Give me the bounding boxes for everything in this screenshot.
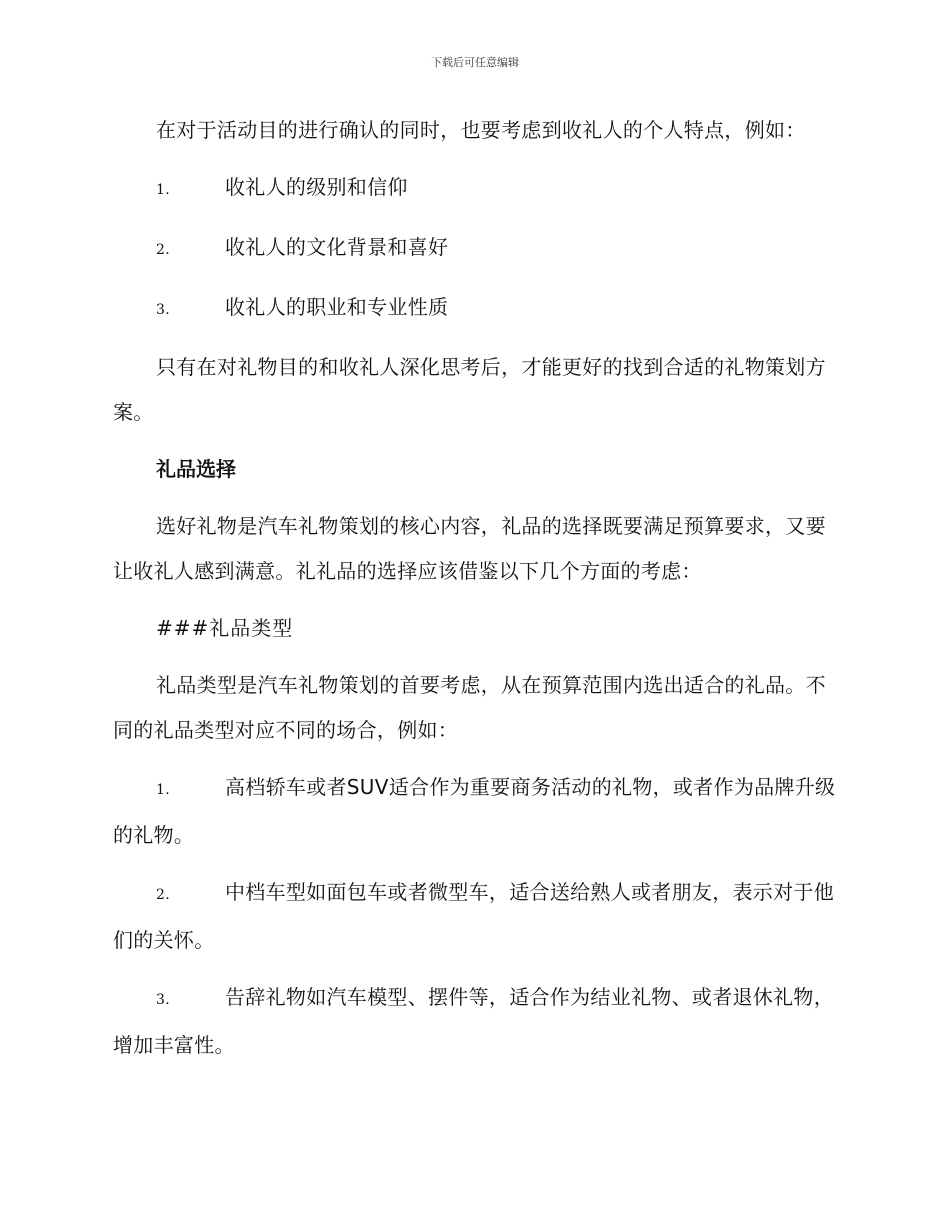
list-text: 收礼人的级别和信仰: [225, 175, 408, 199]
list-number: 2.: [156, 242, 170, 258]
list-text: 中档车型如面包车或者微型车，适合送给熟人或者朋友，表示对于他们的关怀。: [113, 880, 834, 952]
list-number: 3.: [156, 992, 170, 1008]
list-number: 1.: [156, 782, 170, 798]
list-number: 1.: [156, 182, 170, 198]
gift-type-paragraph: 礼品类型是汽车礼物策划的首要考虑，从在预算范围内选出适合的礼品。不同的礼品类型对应不同的场合，例如：: [113, 673, 826, 742]
list-item: [113, 765, 840, 858]
list-text: 收礼人的文化背景和喜好: [225, 235, 449, 259]
list-text: 告辞礼物如汽车模型、摆件等，适合作为结业礼物、或者退休礼物，增加丰富性。: [113, 985, 834, 1057]
document-body: [113, 108, 840, 1080]
list-item: [113, 165, 840, 213]
list-item: [113, 225, 840, 273]
list-number: 2.: [156, 887, 170, 903]
page-header-watermark: 下载后可任意编辑: [431, 56, 519, 69]
intro-paragraph: 在对于活动目的进行确认的同时，也要考虑到收礼人的个人特点，例如：: [156, 118, 806, 142]
list-number: 3.: [156, 302, 170, 318]
list-item: [113, 975, 840, 1068]
list-text: 收礼人的职业和专业性质: [225, 295, 449, 319]
conclusion-paragraph: 只有在对礼物目的和收礼人深化思考后，才能更好的找到合适的礼物策划方案。: [113, 355, 826, 424]
section-heading-gift-choice: 礼品选择: [156, 457, 236, 481]
section-subheading-gift-type: ###礼品类型: [156, 616, 294, 640]
list-text: 高档轿车或者SUV适合作为重要商务活动的礼物，或者作为品牌升级的礼物。: [113, 775, 836, 847]
list-item: [113, 870, 840, 963]
list-item: [113, 285, 840, 333]
gift-choice-paragraph: 选好礼物是汽车礼物策划的核心内容，礼品的选择既要满足预算要求，又要让收礼人感到满意。礼礼品的选择应该借鉴以下几个方面的考虑：: [113, 514, 826, 583]
